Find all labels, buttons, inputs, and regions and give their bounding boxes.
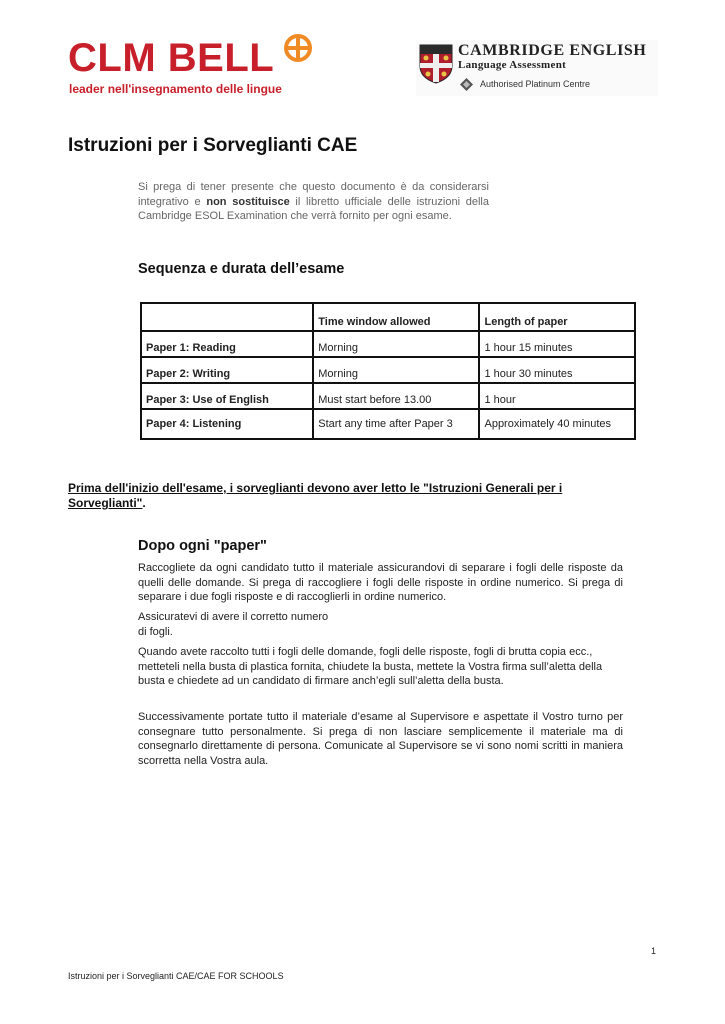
sequence-heading: Sequenza e durata dell’esame bbox=[138, 261, 345, 277]
intro-bold-text: non sostituisce bbox=[206, 195, 290, 208]
paper-cell: Paper 2: Writing bbox=[141, 357, 313, 383]
table-header-cell: Length of paper bbox=[479, 303, 635, 331]
clm-bell-emblem-icon bbox=[282, 32, 314, 64]
table-row bbox=[141, 331, 635, 357]
paper-cell: Paper 3: Use of English bbox=[141, 383, 313, 409]
table-header-cell bbox=[141, 303, 313, 331]
length-cell: 1 hour 15 minutes bbox=[479, 331, 635, 357]
paper-cell: Paper 4: Listening bbox=[141, 409, 313, 439]
clm-bell-logo bbox=[68, 36, 318, 98]
prima-note-underlined: Prima dell'inizio dell'esame, i sorveglianti devono aver letto le "Istruzioni Generali per i Sorveglianti" bbox=[68, 481, 563, 510]
length-cell: 1 hour bbox=[479, 383, 635, 409]
exam-schedule-table bbox=[140, 302, 636, 440]
cambridge-subtitle: Language Assessment bbox=[458, 59, 567, 71]
platinum-diamond-icon bbox=[460, 78, 473, 91]
cambridge-shield-icon bbox=[419, 44, 453, 84]
table-row bbox=[141, 383, 635, 409]
time-window-cell: Morning bbox=[313, 331, 479, 357]
instruction-paragraph: Quando avete raccolto tutti i fogli delle domande, fogli delle risposte, fogli di brutta copia ecc., metteteli nella busta di plastica fornita, chiudete la busta, mettete la Vostra firma sull’aletta della busta e chiedete ad un candidato di firmare anch’egli sull’aletta della busta. bbox=[138, 646, 603, 687]
dopo-heading: Dopo ogni "paper" bbox=[138, 538, 267, 554]
intro-text-end: il libretto ufficiale delle istruzioni della Cambridge ESOL Examination che verrà fornito per ogni esame. bbox=[138, 195, 489, 222]
clm-bell-wordmark: CLM BELL bbox=[68, 36, 275, 80]
time-window-cell: Start any time after Paper 3 bbox=[313, 409, 479, 439]
prima-note bbox=[68, 481, 643, 511]
instruction-paragraph: Successivamente portate tutto il materiale d’esame al Supervisore e aspettate il Vostro turno per consegnare tutto personalmente. Si prega di non lasciare semplicemente il materiale ma di consegnarlo direttamente di persona. Comunicate al Supervisore se vi sono nomi scritti in maniera scorretta nella Vostra aula. bbox=[138, 711, 623, 767]
intro-paragraph bbox=[138, 180, 489, 224]
instruction-paragraph: Raccogliete da ogni candidato tutto il materiale assicurandovi di separare i fogli delle risposte da quelli delle domande. Si prega di raccogliere i fogli delle risposte in ordine numerico. Si prega di separare i due fogli risposte e di raccoglierli in ordine numerico. bbox=[138, 562, 623, 603]
table-header-cell: Time window allowed bbox=[313, 303, 479, 331]
length-cell: Approximately 40 minutes bbox=[479, 409, 635, 439]
table-row bbox=[141, 357, 635, 383]
length-cell: 1 hour 30 minutes bbox=[479, 357, 635, 383]
page-title: Istruzioni per i Sorveglianti CAE bbox=[68, 135, 358, 156]
instruction-paragraph: Assicuratevi di avere il corretto numero di fogli. bbox=[138, 611, 329, 638]
page-number: 1 bbox=[651, 946, 657, 956]
time-window-cell: Must start before 13.00 bbox=[313, 383, 479, 409]
prima-note-end: . bbox=[142, 496, 146, 510]
cambridge-centre-label: Authorised Platinum Centre bbox=[480, 79, 591, 89]
clm-bell-tagline: leader nell'insegnamento delle lingue bbox=[69, 82, 282, 96]
table-header-row bbox=[141, 303, 635, 331]
time-window-cell: Morning bbox=[313, 357, 479, 383]
cambridge-title: CAMBRIDGE ENGLISH bbox=[458, 42, 647, 59]
table-row bbox=[141, 409, 635, 439]
cambridge-english-logo bbox=[416, 40, 658, 96]
paper-cell: Paper 1: Reading bbox=[141, 331, 313, 357]
intro-text-start: Si prega di tener presente che questo documento è da considerarsi integrativo e bbox=[138, 181, 489, 208]
footer-text: Istruzioni per i Sorveglianti CAE/CAE FOR SCHOOLS bbox=[68, 971, 284, 981]
